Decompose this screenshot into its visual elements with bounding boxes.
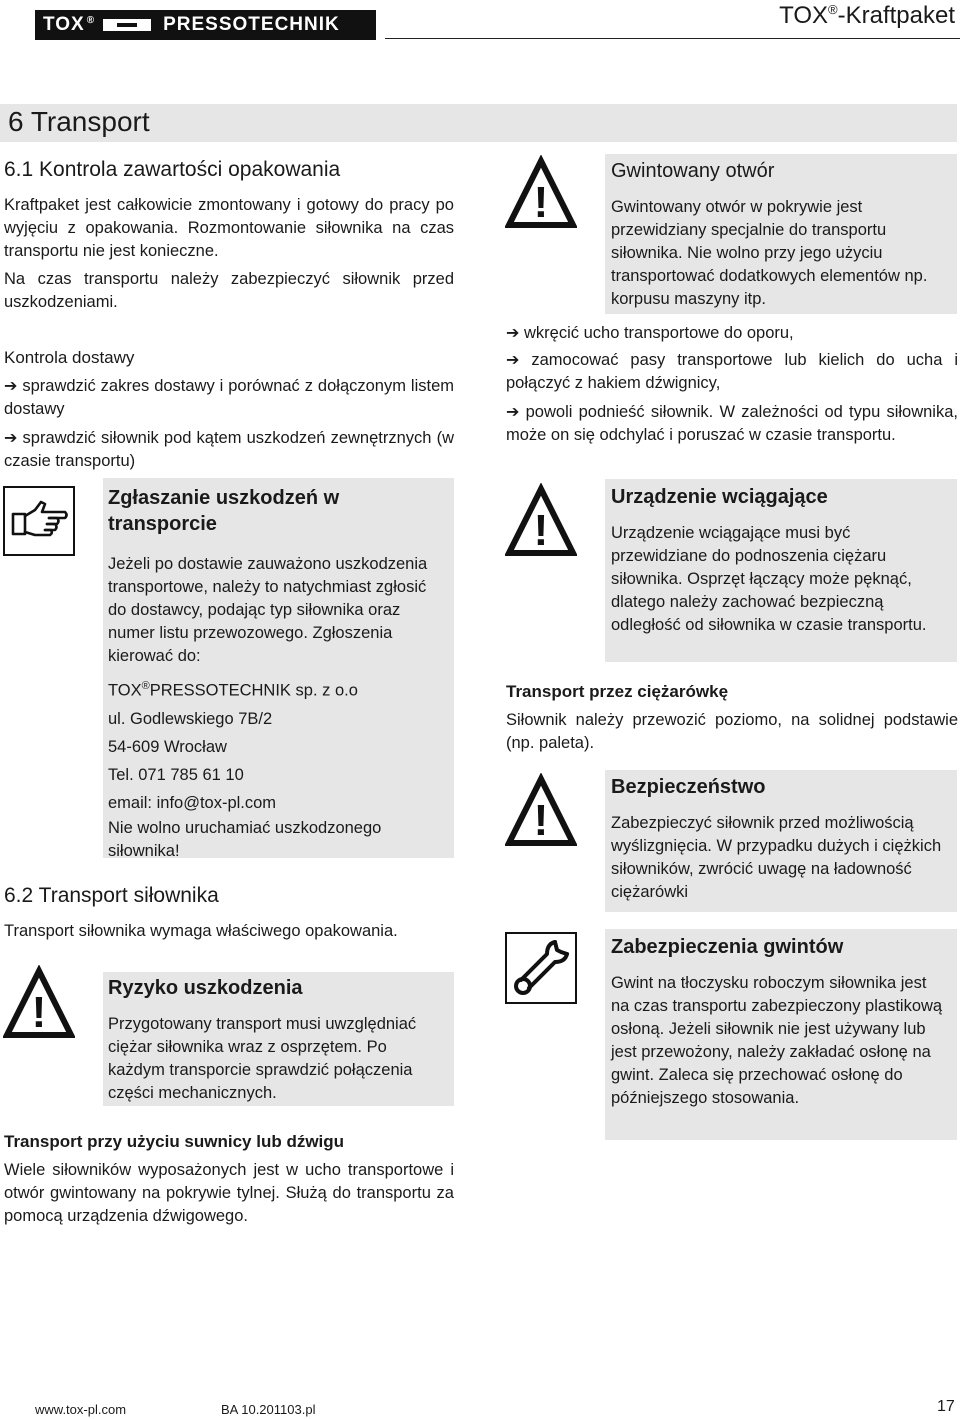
warning-triangle-icon — [505, 483, 577, 559]
svg-text:!: ! — [31, 988, 47, 1037]
arrow-right-icon: ➔ — [506, 404, 520, 421]
footer-page-number: 17 — [937, 1398, 955, 1415]
crane-heading: Transport przy użyciu suwnicy lub dźwigu — [4, 1132, 345, 1151]
arrow-right-icon: ➔ — [506, 325, 520, 342]
company-name: TOX®PRESSOTECHNIK sp. z o.o — [108, 680, 358, 700]
damage-report-text: Jeżeli po dostawie zauważono uszkodzenia transportowe, należy to natychmiast zgłosić do dostawcy, podając typ siłownika oraz numer listu przewozowego. Zgłoszenia kierować do: — [108, 555, 428, 665]
svg-text:!: ! — [533, 506, 549, 555]
damage-risk-title: Ryzyko uszkodzenia — [108, 977, 303, 999]
damage-risk-box — [103, 972, 454, 1106]
tox-pressotechnik-logo — [35, 10, 376, 40]
safety-text: Zabezpieczyć siłownik przed możliwością wyślizgnięcia. W przypadku dużych i ciężkich siłowników, zwrócić uwagę na ładowność ciężarówki — [611, 814, 942, 901]
warning-triangle-icon — [505, 155, 577, 231]
thread-protection-box — [605, 929, 957, 1140]
logo-text-tox: TOX — [43, 14, 85, 35]
company-email: email: info@tox-pl.com — [108, 793, 277, 812]
logo-mark-icon — [103, 16, 151, 34]
company-phone: Tel. 071 785 61 10 — [108, 765, 244, 784]
pointing-hand-icon — [3, 486, 75, 556]
footer-url: www.tox-pl.com — [35, 1402, 127, 1417]
section-6-2-para: Transport siłownika wymaga właściwego opakowania. — [4, 922, 398, 940]
threaded-hole-text: Gwintowany otwór w pokrywie jest przewidziany specjalnie do transportu siłownika. Nie wolno przy jego użyciu transportować dodatkowych elementów np. korpusu maszyny itp. — [611, 198, 928, 308]
warning-triangle-icon — [3, 965, 75, 1041]
company-street: ul. Godlewskiego 7B/2 — [108, 709, 273, 728]
threaded-hole-box — [605, 154, 957, 314]
truck-heading: Transport przez ciężarówkę — [506, 682, 729, 701]
lifting-step-2: ➔ zamocować pasy transportowe lub kielich do ucha i połączyć z hakiem dźwignicy, — [506, 351, 958, 392]
logo-text-pressotechnik: PRESSOTECHNIK — [163, 14, 340, 35]
damage-risk-text: Przygotowany transport musi uwzględniać ciężar siłownika wraz z osprzętem. Po każdym transporcie sprawdzić połączenia części mechanicznych. — [108, 1015, 417, 1102]
wrench-icon — [505, 932, 577, 1004]
logo-reg-mark: ® — [86, 14, 96, 26]
damage-report-title: Zgłaszanie uszkodzeń w transporcie — [108, 487, 340, 535]
section-6-1-para2: Na czas transportu należy zabezpieczyć siłownik przed uszkodzeniami. — [4, 270, 454, 311]
lifting-device-title: Urządzenie wciągające — [611, 486, 828, 508]
footer-doc-id: BA 10.201103.pl — [221, 1402, 316, 1417]
warning-triangle-icon — [505, 773, 577, 849]
delivery-heading: Kontrola dostawy — [4, 348, 135, 367]
truck-para: Siłownik należy przewozić poziomo, na solidnej podstawie (np. paleta). — [506, 711, 958, 752]
section-6-2-heading: 6.2 Transport siłownika — [4, 884, 219, 907]
damage-warning: Nie wolno uruchamiać uszkodzonego siłownika! — [108, 818, 382, 860]
delivery-step-2: ➔ sprawdzić siłownik pod kątem uszkodzeń zewnętrznych (w czasie transportu) — [4, 429, 454, 470]
arrow-right-icon: ➔ — [4, 430, 18, 447]
thread-protection-title: Zabezpieczenia gwintów — [611, 936, 844, 958]
lifting-device-box — [605, 479, 957, 662]
arrow-right-icon: ➔ — [506, 352, 520, 369]
company-city: 54-609 Wrocław — [108, 737, 227, 756]
crane-para: Wiele siłowników wyposażonych jest w ucho transportowe i otwór gwintowany na pokrywie tylnej. Służą do transportu za pomocą urządzenia dźwigowego. — [4, 1161, 454, 1225]
thread-protection-text: Gwint na tłoczysku roboczym siłownika jest na czas transportu zabezpieczony plastikową osłoną. Jeżeli siłownik nie jest używany lub jest przewożony, należy zakładać osłonę na gwint. Zaleca się przechować osłonę do późniejszego stosowania. — [611, 974, 943, 1107]
safety-box — [605, 770, 957, 912]
lifting-device-text: Urządzenie wciągające musi być przewidziane do podnoszenia ciężaru siłownika. Osprzęt łączący może pęknąć, dlatego należy zachować bezpieczną odległość od siłownika w czasie transportu. — [611, 524, 927, 634]
section-6-1-para1: Kraftpaket jest całkowicie zmontowany i gotowy do pracy po wyjęciu z opakowania. Rozmontowanie siłownika na czas transportu nie jest konieczne. — [4, 196, 454, 260]
damage-report-box — [103, 478, 454, 858]
section-6-1-heading: 6.1 Kontrola zawartości opakowania — [4, 158, 341, 181]
arrow-right-icon: ➔ — [4, 378, 18, 395]
lifting-step-1: ➔ wkręcić ucho transportowe do oporu, — [506, 324, 794, 342]
threaded-hole-title: Gwintowany otwór — [611, 160, 775, 182]
page-header-title: TOX®-Kraftpaket — [779, 2, 955, 29]
svg-text:!: ! — [533, 796, 549, 845]
svg-text:!: ! — [533, 178, 549, 227]
delivery-step-1: ➔ sprawdzić zakres dostawy i porównać z dołączonym listem dostawy — [4, 377, 454, 418]
chapter-title: 6 Transport — [8, 106, 150, 137]
header-rule — [385, 38, 960, 39]
lifting-step-3: ➔ powoli podnieść siłownik. W zależności od typu siłownika, może on się odchylać i poruszać w czasie transportu. — [506, 403, 958, 444]
safety-title: Bezpieczeństwo — [611, 776, 766, 798]
